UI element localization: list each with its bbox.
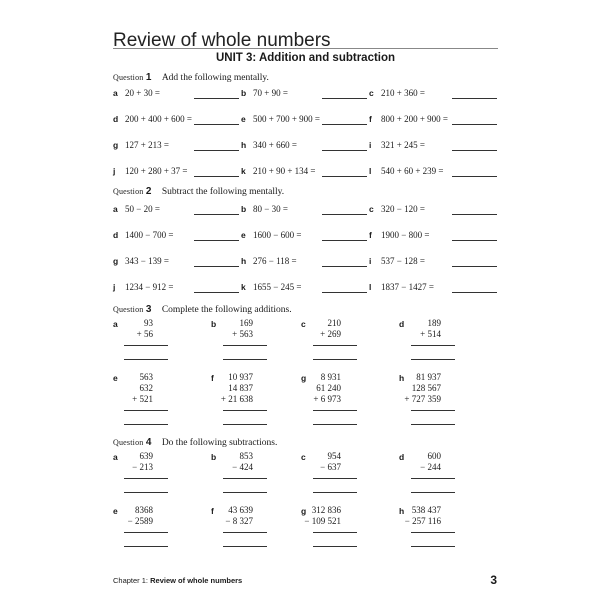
question-instruction: Do the following subtractions. (161, 438, 278, 448)
question-number: 4 (145, 437, 152, 448)
operand: − 8 327 (225, 516, 253, 526)
operand: + 269 (320, 329, 341, 339)
operand: + 521 (132, 394, 153, 404)
question-instruction: Subtract the following mentally. (161, 187, 285, 197)
operand: 563 (139, 372, 153, 382)
answer-line (411, 546, 455, 547)
answer-line (223, 410, 267, 411)
answer-line (223, 424, 267, 425)
answer-line (322, 176, 367, 177)
item-letter: k (241, 166, 246, 176)
question-item (113, 256, 169, 266)
answer-line (452, 292, 497, 293)
item-letter: e (241, 114, 246, 124)
item-letter: a (113, 88, 118, 98)
question-item (369, 230, 429, 240)
item-expression: 276 − 118 = (253, 256, 297, 266)
item-letter: l (369, 282, 372, 292)
operand: 10 937 (228, 372, 253, 382)
item-expression: 1600 − 600 = (253, 230, 302, 240)
question-item (369, 140, 425, 150)
operand: 128 567 (411, 383, 441, 393)
answer-line (452, 214, 497, 215)
answer-line (322, 240, 367, 241)
question-4-heading (113, 437, 277, 448)
question-item (113, 282, 173, 292)
answer-line (322, 124, 367, 125)
item-letter: f (211, 373, 214, 383)
item-letter: a (113, 319, 118, 329)
item-letter: j (113, 166, 116, 176)
question-item (241, 230, 301, 240)
item-letter: c (369, 88, 374, 98)
question-item (113, 230, 173, 240)
answer-line (411, 410, 455, 411)
item-expression: 800 + 200 + 900 = (381, 114, 448, 124)
item-expression: 50 − 20 = (125, 204, 160, 214)
question-2-heading (113, 186, 284, 197)
answer-line (322, 214, 367, 215)
question-item (369, 88, 425, 98)
item-expression: 540 + 60 + 239 = (381, 166, 444, 176)
answer-line (313, 424, 357, 425)
answer-line (223, 478, 267, 479)
item-expression: 1900 − 800 = (381, 230, 430, 240)
answer-line (411, 424, 455, 425)
item-letter: l (369, 166, 372, 176)
item-letter: j (113, 282, 116, 292)
item-expression: 120 + 280 + 37 = (125, 166, 188, 176)
item-letter: g (301, 506, 307, 516)
item-letter: h (241, 140, 247, 150)
answer-line (223, 546, 267, 547)
question-instruction: Complete the following additions. (161, 305, 292, 315)
question-item (113, 114, 192, 124)
answer-line (313, 532, 357, 533)
operand: + 727 359 (404, 394, 441, 404)
operand: + 6 973 (313, 394, 341, 404)
question-item (241, 140, 297, 150)
answer-line (411, 359, 455, 360)
item-letter: c (369, 204, 374, 214)
answer-line (124, 478, 168, 479)
operand: 169 (239, 318, 253, 328)
answer-line (452, 266, 497, 267)
item-letter: h (399, 373, 405, 383)
item-expression: 70 + 90 = (253, 88, 288, 98)
item-expression: 320 − 120 = (381, 204, 425, 214)
item-expression: 340 + 660 = (253, 140, 297, 150)
operand: 639 (139, 451, 153, 461)
operand: 93 (144, 318, 153, 328)
operand: 600 (427, 451, 441, 461)
answer-line (411, 492, 455, 493)
answer-line (313, 478, 357, 479)
item-letter: b (241, 88, 247, 98)
operand: 14 837 (228, 383, 253, 393)
answer-line (124, 546, 168, 547)
question-item (113, 140, 169, 150)
answer-line (124, 532, 168, 533)
operand: 632 (139, 383, 153, 393)
answer-line (322, 98, 367, 99)
operand: 954 (327, 451, 341, 461)
operand: − 637 (320, 462, 341, 472)
item-expression: 127 + 213 = (125, 140, 169, 150)
question-item (241, 88, 288, 98)
page-number: 3 (490, 573, 497, 587)
answer-line (124, 410, 168, 411)
answer-line (411, 532, 455, 533)
operand: + 563 (232, 329, 253, 339)
item-letter: k (241, 282, 246, 292)
answer-line (194, 150, 239, 151)
question-number: 3 (145, 304, 152, 315)
unit-heading: UNIT 3: Addition and subtraction (215, 52, 396, 64)
question-item (369, 256, 425, 266)
question-item (369, 204, 425, 214)
answer-line (322, 150, 367, 151)
item-expression: 321 + 245 = (381, 140, 425, 150)
question-item (113, 204, 160, 214)
question-item (113, 88, 160, 98)
item-letter: h (399, 506, 405, 516)
item-letter: d (113, 230, 119, 240)
item-letter: a (113, 204, 118, 214)
item-letter: b (211, 452, 217, 462)
operand: 210 (327, 318, 341, 328)
answer-line (313, 359, 357, 360)
footer-prefix: Chapter 1: (113, 576, 151, 585)
operand: − 244 (420, 462, 441, 472)
item-letter: f (211, 506, 214, 516)
footer-chapter: Review of whole numbers (150, 576, 243, 585)
operand: 61 240 (316, 383, 341, 393)
item-letter: g (113, 140, 119, 150)
item-expression: 1234 − 912 = (125, 282, 174, 292)
item-letter: e (113, 506, 118, 516)
question-label: Question (113, 187, 144, 196)
question-1-heading (113, 72, 269, 83)
answer-line (452, 98, 497, 99)
item-letter: i (369, 140, 372, 150)
answer-line (313, 492, 357, 493)
operand: 312 836 (311, 505, 341, 515)
item-expression: 500 + 700 + 900 = (253, 114, 320, 124)
question-item (241, 204, 288, 214)
item-letter: b (241, 204, 247, 214)
operand: − 109 521 (304, 516, 341, 526)
answer-line (452, 240, 497, 241)
item-expression: 210 + 90 + 134 = (253, 166, 316, 176)
item-expression: 1400 − 700 = (125, 230, 174, 240)
operand: 538 437 (411, 505, 441, 515)
question-number: 2 (145, 186, 152, 197)
question-label: Question (113, 305, 144, 314)
item-letter: a (113, 452, 118, 462)
answer-line (322, 292, 367, 293)
title-rule (113, 48, 498, 49)
operand: − 424 (232, 462, 253, 472)
answer-line (194, 124, 239, 125)
answer-line (411, 345, 455, 346)
item-expression: 343 − 139 = (125, 256, 169, 266)
operand: − 213 (132, 462, 153, 472)
operand: 43 639 (228, 505, 253, 515)
item-expression: 1655 − 245 = (253, 282, 302, 292)
answer-line (411, 478, 455, 479)
question-item (241, 166, 315, 176)
answer-line (452, 124, 497, 125)
page-footer (113, 576, 242, 585)
operand: 81 937 (416, 372, 441, 382)
operand: − 257 116 (404, 516, 441, 526)
answer-line (322, 266, 367, 267)
operand: 8368 (135, 505, 153, 515)
answer-line (194, 292, 239, 293)
answer-line (452, 176, 497, 177)
question-instruction: Add the following mentally. (161, 73, 269, 83)
answer-line (223, 359, 267, 360)
item-expression: 1837 − 1427 = (381, 282, 434, 292)
question-item (369, 114, 448, 124)
item-expression: 20 + 30 = (125, 88, 160, 98)
item-expression: 80 − 30 = (253, 204, 288, 214)
item-letter: c (301, 319, 306, 329)
question-item (113, 166, 187, 176)
answer-line (194, 266, 239, 267)
answer-line (194, 240, 239, 241)
item-letter: g (301, 373, 307, 383)
operand: 8 931 (320, 372, 341, 382)
question-label: Question (113, 73, 144, 82)
item-letter: d (399, 452, 405, 462)
answer-line (124, 492, 168, 493)
item-expression: 210 + 360 = (381, 88, 425, 98)
item-letter: f (369, 230, 372, 240)
item-letter: c (301, 452, 306, 462)
answer-line (223, 492, 267, 493)
answer-line (194, 176, 239, 177)
item-letter: e (113, 373, 118, 383)
question-label: Question (113, 438, 144, 447)
answer-line (452, 150, 497, 151)
answer-line (313, 546, 357, 547)
item-expression: 200 + 400 + 600 = (125, 114, 192, 124)
question-number: 1 (145, 72, 152, 83)
item-letter: f (369, 114, 372, 124)
page-title: Review of whole numbers (113, 30, 331, 51)
answer-line (194, 98, 239, 99)
operand: + 514 (420, 329, 441, 339)
answer-line (223, 532, 267, 533)
answer-line (124, 345, 168, 346)
answer-line (223, 345, 267, 346)
item-letter: d (113, 114, 119, 124)
answer-line (124, 424, 168, 425)
item-expression: 537 − 128 = (381, 256, 425, 266)
item-letter: g (113, 256, 119, 266)
answer-line (194, 214, 239, 215)
operand: + 56 (136, 329, 153, 339)
question-item (241, 114, 320, 124)
answer-line (313, 345, 357, 346)
item-letter: h (241, 256, 247, 266)
operand: − 2589 (127, 516, 153, 526)
item-letter: b (211, 319, 217, 329)
item-letter: i (369, 256, 372, 266)
question-item (369, 282, 434, 292)
answer-line (313, 410, 357, 411)
operand: 853 (239, 451, 253, 461)
operand: + 21 638 (220, 394, 253, 404)
answer-line (124, 359, 168, 360)
question-3-heading (113, 304, 292, 315)
operand: 189 (427, 318, 441, 328)
item-letter: e (241, 230, 246, 240)
item-letter: d (399, 319, 405, 329)
question-item (241, 256, 297, 266)
question-item (369, 166, 443, 176)
question-item (241, 282, 301, 292)
